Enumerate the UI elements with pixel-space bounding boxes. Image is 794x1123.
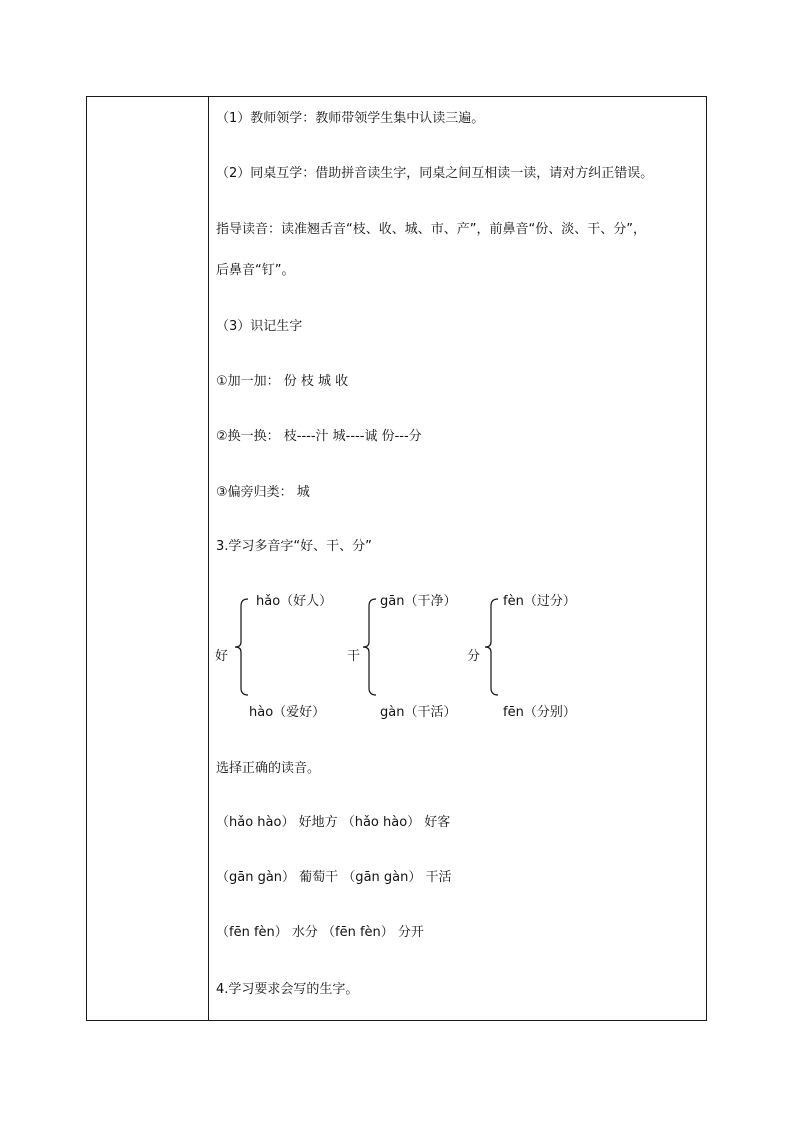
step-memorize-heading: （3）识记生字 bbox=[216, 319, 303, 334]
pron-bottom: hào（爱好） bbox=[249, 705, 326, 720]
brace-bracket bbox=[362, 598, 378, 696]
left-column-cell bbox=[87, 97, 208, 1020]
brace-bracket bbox=[234, 598, 250, 696]
polyphone-heading: 3.学习多音字“好、干、分” bbox=[216, 539, 372, 554]
exercise-instruction: 选择正确的读音。 bbox=[216, 761, 321, 776]
polyphone-char: 好 bbox=[215, 649, 229, 664]
brace-bracket bbox=[484, 598, 500, 696]
method-replace: ②换一换： 枝----汁 城----诚 份---分 bbox=[216, 429, 422, 444]
pron-top: gān（干净） bbox=[380, 594, 457, 609]
exercise-gan: （gān gàn） 葡萄干 （gān gàn） 干活 bbox=[216, 870, 452, 885]
method-radical: ③偏旁归类： 城 bbox=[216, 485, 310, 500]
writing-step-heading: 4.学习要求会写的生字。 bbox=[216, 982, 359, 997]
polyphone-char: 干 bbox=[347, 649, 361, 664]
pronunciation-guide: 指导读音：读准翘舌音“枝、收、城、市、产”，前鼻音“份、淡、干、分”， bbox=[216, 222, 646, 237]
pron-top: fèn（过分） bbox=[503, 594, 576, 609]
step-teacher-lead: （1）教师领学：教师带领学生集中认读三遍。 bbox=[216, 111, 485, 126]
exercise-fen: （fēn fèn） 水分 （fēn fèn） 分开 bbox=[216, 925, 424, 940]
pron-bottom: fēn（分别） bbox=[503, 705, 576, 720]
column-divider bbox=[208, 97, 209, 1020]
method-add: ①加一加： 份 枝 城 收 bbox=[216, 374, 349, 389]
pron-bottom: gàn（干活） bbox=[380, 705, 457, 720]
polyphone-char: 分 bbox=[467, 649, 481, 664]
pron-top: hǎo（好人） bbox=[256, 594, 333, 609]
pronunciation-guide-cont: 后鼻音“钉”。 bbox=[216, 263, 295, 278]
step-desk-mate-study: （2）同桌互学：借助拼音读生字，同桌之间互相读一读，请对方纠正错误。 bbox=[216, 166, 654, 181]
exercise-hao: （hǎo hào） 好地方 （hǎo hào） 好客 bbox=[216, 815, 451, 830]
